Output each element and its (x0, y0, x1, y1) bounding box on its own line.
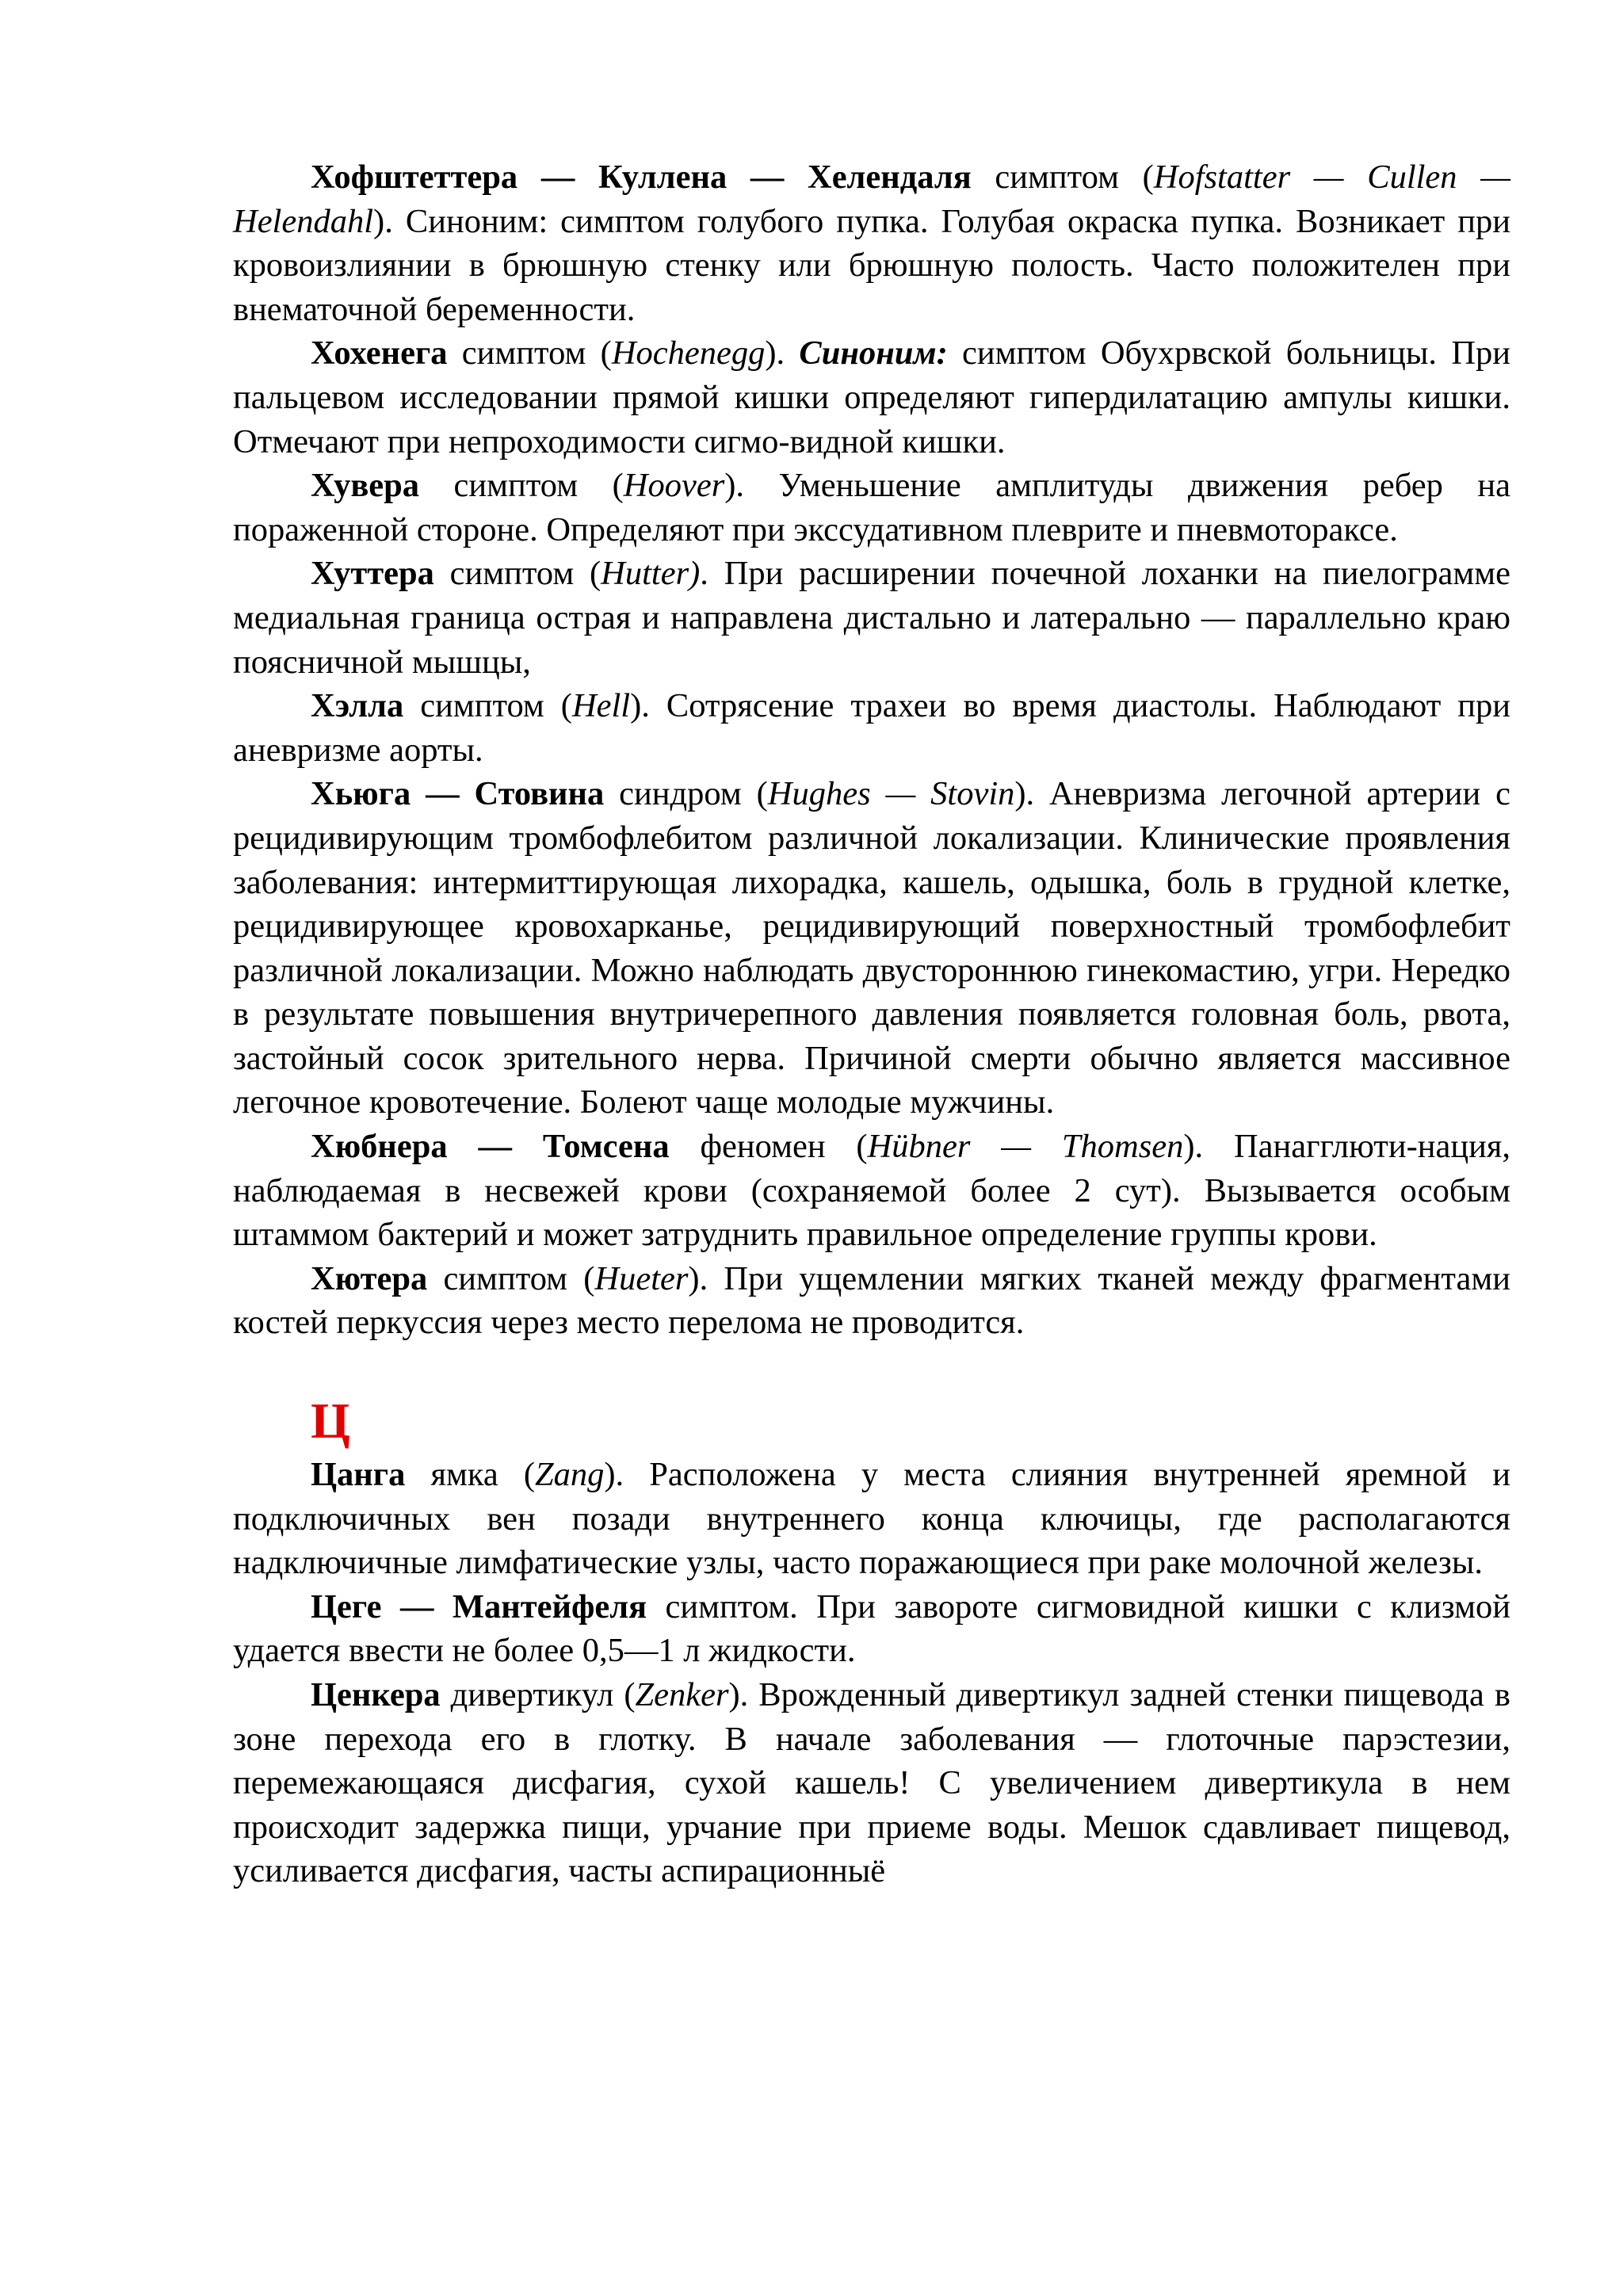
entry-latin-name: Hofstatter — Cullen — Helendahl (233, 159, 1510, 240)
entry-term: Цанга (311, 1456, 406, 1494)
dictionary-entry (233, 1673, 1510, 1893)
dictionary-entry (233, 1125, 1510, 1257)
dictionary-entry (233, 684, 1510, 772)
entry-latin-name: Hell (571, 687, 631, 725)
entry-text: дивертикул ( (440, 1676, 636, 1713)
entry-text: ). Синоним: симптом голубого пупка. Голубая окраска пупка. Возникает при кровоизлиянии в брюшную стенку или брюшную полость. Часто положителен при внематочной беременности. (233, 202, 1510, 328)
dictionary-entry (233, 1257, 1510, 1345)
entry-text: ). (765, 334, 800, 372)
entries-after-section (233, 1453, 1510, 1893)
entry-term: Хюбнера — Томсена (311, 1128, 670, 1166)
entry-text: ямка ( (405, 1456, 536, 1494)
dictionary-entry (233, 155, 1510, 331)
entry-term: Хуттера (311, 555, 434, 593)
document-page (233, 155, 1510, 1893)
entry-text: симптом ( (403, 687, 572, 725)
dictionary-entry (233, 1585, 1510, 1673)
dictionary-entry (233, 772, 1510, 1125)
entry-term: Хофштеттера — Куллена — Хелендаля (311, 159, 972, 196)
entry-latin-name: Hoover (623, 467, 725, 505)
entry-text: симптом ( (447, 334, 612, 372)
entry-text: ). При ущемлении мягких тканей между фрагментами костей перкуссия через место перелома не проводится. (233, 1259, 1510, 1342)
entry-text: . При расширении почечной лоханки на пиелограмме медиальная граница острая и направлена дистально и латерально — параллельно краю поясничной мышцы, (233, 555, 1511, 681)
dictionary-entry (233, 331, 1510, 464)
entry-latin-name: Hübner — Thomsen (867, 1128, 1184, 1166)
entry-latin-name: Zenker (635, 1676, 729, 1713)
entry-text: ). Панагглюти-нация, наблюдаемая в несвежей крови (сохраняемой более 2 сут). Вызывается особым штаммом бактерий и может затруднить правильное определение группы крови. (233, 1128, 1510, 1254)
entry-text: ). Уменьшение амплитуды движения ребер на пораженной стороне. Определяют при экссудативном плеврите и пневмотораксе. (233, 467, 1511, 548)
entry-text: ). Сотрясение трахеи во время диастолы. Наблюдают при аневризме аорты. (233, 687, 1510, 769)
entry-latin-name: Hueter (594, 1259, 689, 1297)
dictionary-entry (233, 552, 1510, 684)
entry-latin-name: Zang (535, 1456, 605, 1494)
entry-text: синдром ( (604, 775, 768, 813)
dictionary-entry (233, 1453, 1510, 1585)
entry-synonym-label: Синоним: (799, 334, 948, 372)
entry-text: ). Аневризма легочной артерии с рецидивирующим тромбофлебитом различной локализации. Клинические проявления заболевания: интермиттирующая лихорадка, кашель, одышка, боль в грудной клетке, рецидивирующее кровохарканье, рецидивирующий поверхностный тромбофлебит различной локализации. Можно наблюдать двустороннюю гинекомастию, угри. Нередко в результате повышения внутричерепного давления появляется головная боль, рвота, застойный сосок зрительного нерва. Причиной смерти обычно является массивное легочное кровотечение. Болеют чаще молодые мужчины. (233, 775, 1511, 1121)
entry-latin-name: Hochenegg (611, 334, 766, 372)
entry-term: Хютера (311, 1259, 428, 1297)
entry-term: Хьюга — Стовина (311, 775, 605, 813)
entries-before-section (233, 155, 1510, 1345)
entry-latin-name: Hutter) (601, 555, 701, 593)
entry-text: ). Расположена у места слияния внутренней яремной и подключичных вен позади внутреннего конца ключицы, где располагаются надключичные лимфатические узлы, часто поражающиеся при раке молочной железы. (233, 1456, 1510, 1582)
entry-text: симптом ( (427, 1259, 595, 1297)
entry-term: Хэлла (311, 687, 404, 725)
entry-text: симптом. При завороте сигмовидной кишки с клизмой удается ввести не более 0,5—1 л жидкости. (233, 1587, 1510, 1670)
dictionary-entry (233, 464, 1510, 552)
entry-text: феномен ( (669, 1128, 868, 1166)
entry-latin-name: Hughes — Stovin (767, 775, 1015, 813)
entry-text: симптом ( (971, 159, 1154, 196)
entry-text: симптом ( (419, 467, 624, 505)
entry-term: Хохенега (311, 334, 448, 372)
entry-text: симптом ( (433, 555, 601, 593)
entry-term: Ценкера (311, 1676, 441, 1713)
entry-term: Цеге — Мантейфеля (311, 1587, 647, 1626)
entry-term: Хувера (311, 467, 420, 505)
section-letter-heading: Ц (311, 1392, 350, 1450)
entry-text: ). Врожденный дивертикул задней стенки пищевода в зоне перехода его в глотку. В начале заболевания — глоточные парэстезии, перемежающаяся дисфагия, сухой кашель! С увеличением дивертикула в нем происходит задержка пищи, урчание при приеме воды. Мешок сдавливает пищевод, усиливается дисфагия, часты аспирационныё (233, 1676, 1510, 1890)
entry-text: симптом Обухрвской больницы. При пальцевом исследовании прямой кишки определяют гипердилатацию ампулы кишки. Отмечают при непроходимости сигмо-видной кишки. (233, 334, 1511, 460)
